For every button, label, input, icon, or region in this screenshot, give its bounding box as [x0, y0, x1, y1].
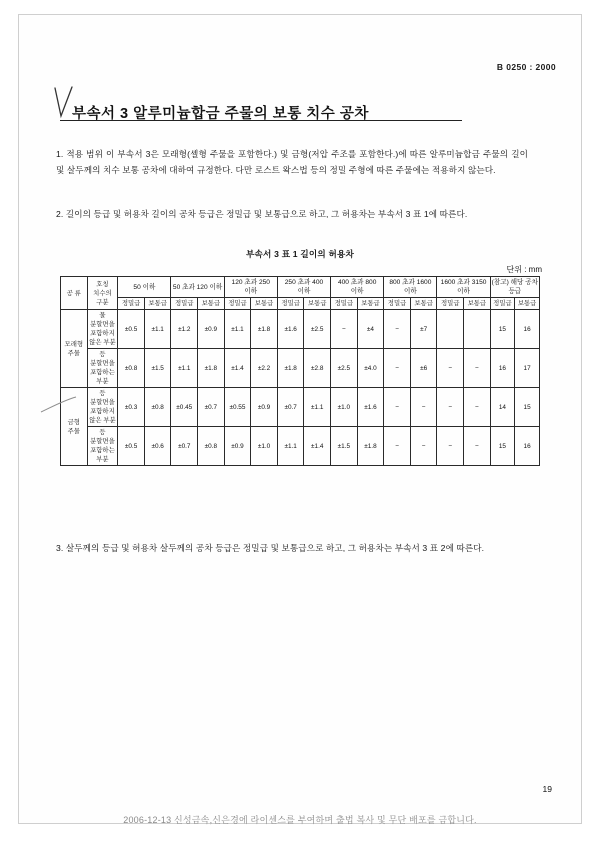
table-header-row-1: [61, 277, 540, 298]
document-code: B 0250 : 2000: [496, 62, 556, 72]
subheader-normal-1: 보통급: [144, 298, 171, 310]
cell-3-1: ±0.6: [144, 427, 171, 466]
section-scope-paragraph: 1. 적용 범위 이 부속서 3은 모래형(셸형 주물을 포함한다.) 및 금형(저압 주조를 포함한다.)에 따른 알루미늄합금 주물의 길이 및 살두께의 치수 보통 공차에 대하여 규정한다. 다만 로스트 왁스법 등의 정밀 주형에 따른 주물에는 적용하지 않는다.: [56, 149, 528, 175]
cell-2-7: ±1.1: [304, 388, 331, 427]
cell-2-13: −: [464, 388, 491, 427]
cell-0-5: ±1.8: [251, 310, 278, 349]
header-range-3: 120 초과 250 이하: [224, 277, 277, 298]
cell-0-12: [437, 310, 464, 349]
cell-0-11: ±7: [410, 310, 437, 349]
cell-2-2: ±0.45: [171, 388, 198, 427]
cell-0-10: −: [384, 310, 411, 349]
cell-3-3: ±0.8: [198, 427, 225, 466]
cell-3-6: ±1.1: [277, 427, 304, 466]
header-range-6: 800 초과 1600 이하: [384, 277, 437, 298]
table-row: [61, 349, 540, 388]
subheader-precise-ref: 정밀급: [490, 298, 515, 310]
row-type-sand: 모래형 주물: [61, 310, 88, 388]
cell-2-8: ±1.0: [331, 388, 358, 427]
header-range-7: 1600 초과 3150 이하: [437, 277, 490, 298]
row-type-die: 금형 주물: [61, 388, 88, 466]
cell-3-8: ±1.5: [331, 427, 358, 466]
cell-1-4: ±1.4: [224, 349, 251, 388]
pencil-mark-annotation: [40, 396, 78, 414]
cell-0-8: −: [331, 310, 358, 349]
cell-3-7: ±1.4: [304, 427, 331, 466]
subheader-precise-1: 정밀급: [118, 298, 145, 310]
cell-1-5: ±2.2: [251, 349, 278, 388]
cell-0-4: ±1.1: [224, 310, 251, 349]
cell-1-2: ±1.1: [171, 349, 198, 388]
subheader-normal-4: 보통급: [304, 298, 331, 310]
cell-1-grade-precise: 16: [490, 349, 515, 388]
header-range-5: 400 초과 800 이하: [331, 277, 384, 298]
cell-2-grade-normal: 15: [515, 388, 540, 427]
subheader-precise-4: 정밀급: [277, 298, 304, 310]
header-range-1: 50 이하: [118, 277, 171, 298]
cell-2-12: −: [437, 388, 464, 427]
title-row: [56, 92, 526, 123]
cell-1-12: −: [437, 349, 464, 388]
subheader-normal-2: 보통급: [198, 298, 225, 310]
cell-3-grade-precise: 15: [490, 427, 515, 466]
subheader-normal-3: 보통급: [251, 298, 278, 310]
length-tolerance-table: [60, 276, 540, 466]
cell-2-11: −: [410, 388, 437, 427]
table-row: [61, 310, 540, 349]
table-caption: 부속서 3 표 1 길이의 허용차: [246, 249, 354, 259]
cell-3-0: ±0.5: [118, 427, 145, 466]
cell-0-6: ±1.6: [277, 310, 304, 349]
title-underline: [60, 120, 462, 121]
cell-0-2: ±1.2: [171, 310, 198, 349]
cell-3-11: −: [410, 427, 437, 466]
cell-1-3: ±1.8: [198, 349, 225, 388]
subheader-normal-ref: 보통급: [515, 298, 540, 310]
cell-1-10: −: [384, 349, 411, 388]
cell-2-5: ±0.9: [251, 388, 278, 427]
cell-3-12: −: [437, 427, 464, 466]
cell-2-3: ±0.7: [198, 388, 225, 427]
cell-1-11: ±6: [410, 349, 437, 388]
cell-2-6: ±0.7: [277, 388, 304, 427]
cell-0-1: ±1.1: [144, 310, 171, 349]
cell-2-9: ±1.6: [357, 388, 384, 427]
table-header-row-2: [61, 298, 540, 310]
cell-1-6: ±1.8: [277, 349, 304, 388]
subheader-precise-6: 정밀급: [384, 298, 411, 310]
subheader-normal-6: 보통급: [410, 298, 437, 310]
cell-0-3: ±0.9: [198, 310, 225, 349]
cell-3-10: −: [384, 427, 411, 466]
cell-0-9: ±4: [357, 310, 384, 349]
subheader-precise-2: 정밀급: [171, 298, 198, 310]
cell-3-5: ±1.0: [251, 427, 278, 466]
cell-3-4: ±0.9: [224, 427, 251, 466]
row-sub-3: 등 분할면을 포함하지 않은 부분: [87, 388, 118, 427]
footer-license-note: 2006-12-13 신성금속,신은경에 라이센스를 부여하며 출법 복사 및 무단 배포를 금합니다.: [123, 815, 477, 825]
table-row: [61, 427, 540, 466]
table-unit-label: 단위 : mm: [506, 265, 542, 274]
cell-1-1: ±1.5: [144, 349, 171, 388]
cell-0-7: ±2.5: [304, 310, 331, 349]
row-sub-1: 물 분할면을 포함하지 않은 부분: [87, 310, 118, 349]
header-range-4: 250 초과 400 이하: [277, 277, 330, 298]
page-title: 부속서 3 알루미늄합금 주물의 보통 치수 공차: [72, 106, 369, 122]
subheader-normal-5: 보통급: [357, 298, 384, 310]
table-row: [61, 388, 540, 427]
cell-0-grade-normal: 16: [515, 310, 540, 349]
cell-3-9: ±1.8: [357, 427, 384, 466]
checkmark-annotation-icon: [56, 92, 72, 118]
header-range-2: 50 초과 120 이하: [171, 277, 224, 298]
cell-1-7: ±2.8: [304, 349, 331, 388]
section-thickness-grade-paragraph: 3. 살두께의 등급 및 허용차 살두께의 공차 등급은 정밀급 및 보통급으로 하고, 그 허용차는 부속서 3 표 2에 따른다.: [56, 543, 485, 553]
cell-2-1: ±0.8: [144, 388, 171, 427]
cell-3-grade-normal: 16: [515, 427, 540, 466]
subheader-normal-7: 보통급: [464, 298, 491, 310]
row-sub-4: 등 분할면을 포함하는 부분: [87, 427, 118, 466]
subheader-precise-5: 정밀급: [331, 298, 358, 310]
cell-1-0: ±0.8: [118, 349, 145, 388]
subheader-precise-7: 정밀급: [437, 298, 464, 310]
cell-1-13: −: [464, 349, 491, 388]
section-length-grade-paragraph: 2. 길이의 등급 및 허용차 길이의 공차 등급은 정밀급 및 보통급으로 하고, 그 허용차는 부속서 3 표 1에 따른다.: [56, 209, 468, 219]
cell-0-13: [464, 310, 491, 349]
header-reference-grade: (참고) 해당 공차 등급: [490, 277, 539, 298]
row-sub-2: 등 분할면을 포함하는 부분: [87, 349, 118, 388]
cell-2-grade-precise: 14: [490, 388, 515, 427]
page-number: 19: [542, 784, 552, 794]
cell-1-8: ±2.5: [331, 349, 358, 388]
cell-1-9: ±4.0: [357, 349, 384, 388]
cell-0-grade-precise: 15: [490, 310, 515, 349]
cell-2-4: ±0.55: [224, 388, 251, 427]
cell-2-10: −: [384, 388, 411, 427]
cell-1-grade-normal: 17: [515, 349, 540, 388]
cell-3-13: −: [464, 427, 491, 466]
subheader-precise-3: 정밀급: [224, 298, 251, 310]
cell-0-0: ±0.5: [118, 310, 145, 349]
header-nominal-size: 호칭 치수의 구분: [87, 277, 118, 310]
header-type: 공 류: [61, 277, 88, 310]
cell-2-0: ±0.3: [118, 388, 145, 427]
cell-3-2: ±0.7: [171, 427, 198, 466]
